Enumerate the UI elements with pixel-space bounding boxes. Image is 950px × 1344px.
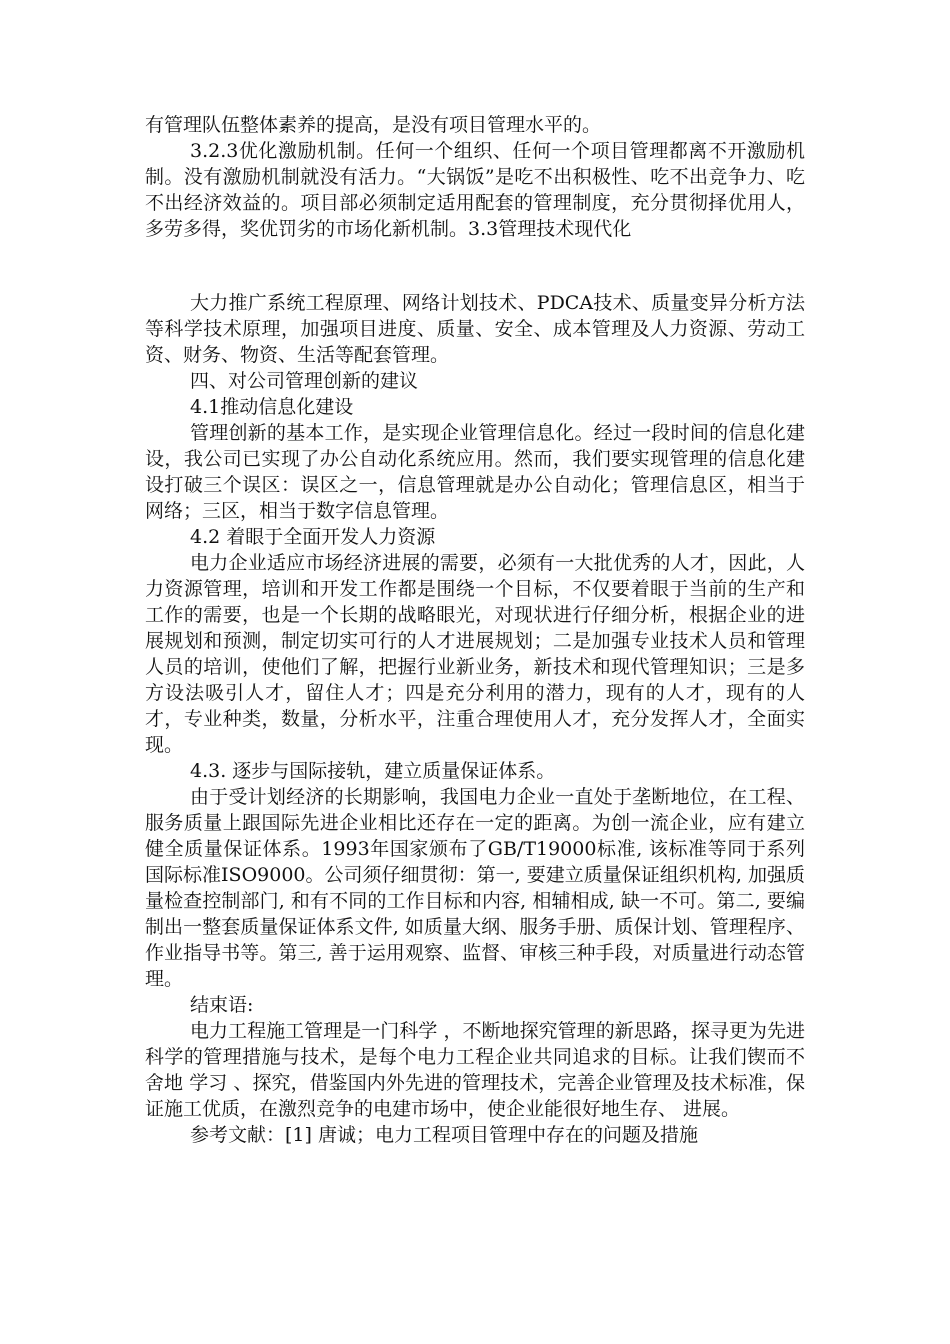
paragraph-technology-modernization: 大力推广系统工程原理、网络计划技术、PDCA技术、质量变异分析方法等科学技术原理，加强项目进度、质量、安全、成本管理及人力资源、劳动工资、财务、物资、生活等配套管理。 [145, 292, 805, 366]
subheading-4-3: 4.3. 逐步与国际接轨，建立质量保证体系。 [190, 760, 556, 782]
paragraph-human-resources: 电力企业适应市场经济进展的需要，必须有一大批优秀的人才，因此，人力资源管理，培训和开发工作都是围绕一个目标，不仅要着眼于当前的生产和工作的需要，也是一个长期的战略眼光，对现状进行仔细分析，根据企业的进展规划和预测，制定切实可行的人才进展规划；二是加强专业技术人员和管理人员的培训，使他们了解，把握行业新业务，新技术和现代管理知识；三是多方设法吸引人才，留住人才；四是充分利用的潜力，现有的人才，现有的人才，专业种类，数量，分析水平，注重合理使用人才，充分发挥人才，全面实现。 [145, 552, 805, 756]
conclusion-heading: 结束语: [190, 994, 254, 1016]
paragraph-incentive-mechanism: 3.2.3优化激励机制。任何一个组织、任何一个项目管理都离不开激励机制。没有激励机制就没有活力。“大锅饭”是吃不出积极性、吃不出竞争力、吃不出经济效益的。项目部必须制定适用配套的管理制度，充分贯彻择优用人，多劳多得，奖优罚劣的市场化新机制。3.3管理技术现代化 [145, 140, 805, 240]
section-heading-4: 四、对公司管理创新的建议 [190, 370, 419, 392]
references: 参考文献：[1] 唐诚；电力工程项目管理中存在的问题及措施 [190, 1124, 698, 1146]
paragraph-informatization: 管理创新的基本工作，是实现企业管理信息化。经过一段时间的信息化建设，我公司已实现了办公自动化系统应用。然而，我们要实现管理的信息化建设打破三个误区：误区之一，信息管理就是办公自动化；管理信息区，相当于网络；三区，相当于数字信息管理。 [145, 422, 805, 522]
blank-gap [145, 242, 805, 290]
paragraph-conclusion: 电力工程施工管理是一门科学 ，不断地探究管理的新思路，探寻更为先进科学的管理措施与技术，是每个电力工程企业共同追求的目标。让我们锲而不舍地 学习 、探究，借鉴国内外先进的管理技术，完善企业管理及技术标准，保证施工优质，在激烈竞争的电建市场中，使企业能很好地生存、 进展。 [145, 1020, 805, 1120]
subheading-4-2: 4.2 着眼于全面开发人力资源 [190, 526, 436, 548]
subheading-4-1: 4.1推动信息化建设 [190, 396, 354, 418]
document-body [145, 112, 805, 1148]
paragraph-quality-assurance: 由于受计划经济的长期影响，我国电力企业一直处于垄断地位，在工程、服务质量上跟国际先进企业相比还存在一定的距离。为创一流企业，应有建立健全质量保证体系。1993年国家颁布了GB/T19000标准, 该标准等同于系列国际标准ISO9000。公司须仔细贯彻：第一, 要建立质量保证组织机构, 加强质量检查控制部门, 和有不同的工作目标和内容, 相辅相成, 缺一不可。第二, 要编制出一整套质量保证体系文件, 如质量大纲、服务手册、质保计划、管理程序、作业指导书等。第三, 善于运用观察、监督、审核三种手段，对质量进行动态管理。 [145, 786, 805, 990]
paragraph-1: 有管理队伍整体素养的提高，是没有项目管理水平的。 [145, 114, 602, 136]
